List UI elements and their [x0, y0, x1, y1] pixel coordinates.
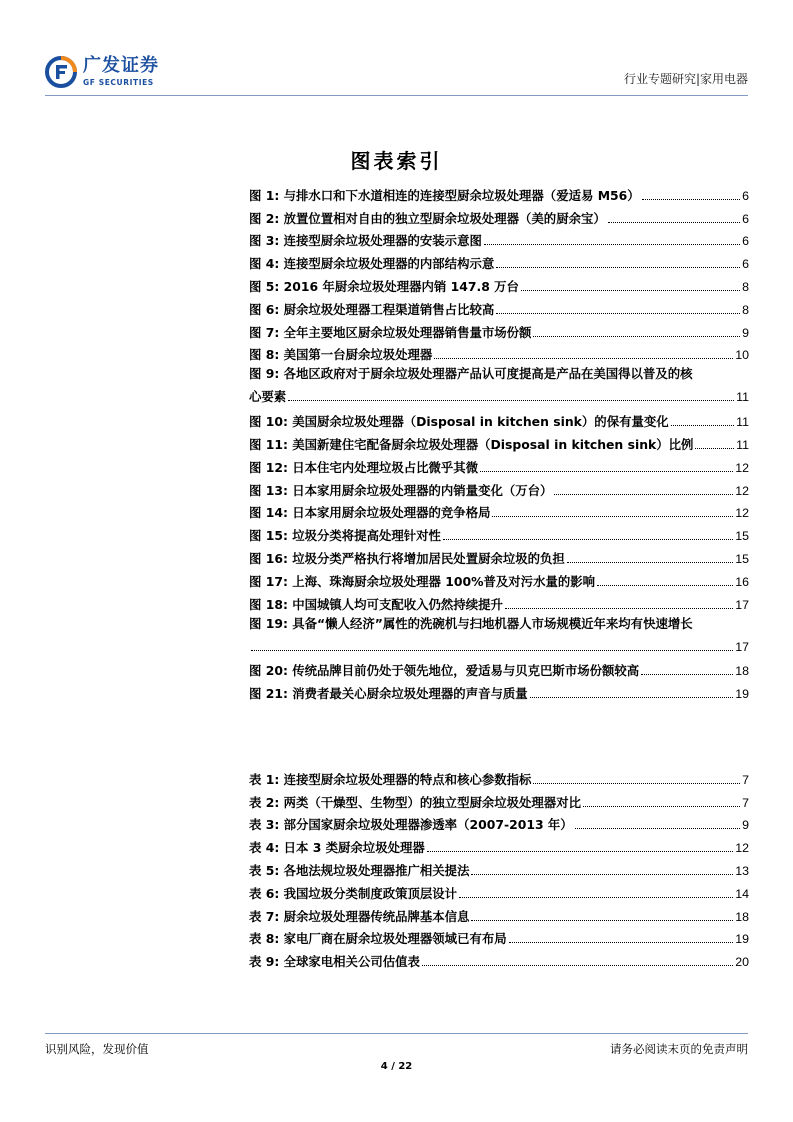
figure-index-entry[interactable] — [249, 249, 749, 272]
entry-line-2 — [249, 385, 749, 405]
entry-title: 2016 年厨余垃圾处理器内销 147.8 万台 — [283, 278, 519, 294]
entry-page-number: 16 — [735, 574, 749, 589]
figure-index-entry[interactable] — [249, 567, 749, 590]
entry-text — [249, 302, 494, 318]
entry-title: 上海、珠海厨余垃圾处理器 100%普及对污水量的影响 — [292, 573, 596, 589]
entry-line-1 — [249, 613, 749, 635]
figure-index-entry[interactable] — [249, 590, 749, 613]
table-index-entry[interactable] — [249, 925, 749, 948]
entry-label: 图 14: — [249, 505, 288, 521]
entry-label: 表 8: — [249, 931, 280, 947]
entry-label: 表 5: — [249, 862, 280, 878]
leader-dots — [496, 267, 740, 268]
table-index-entry[interactable] — [249, 811, 749, 834]
entry-page-number: 12 — [735, 460, 749, 475]
leader-dots — [533, 783, 740, 784]
figure-index-entry[interactable] — [249, 341, 749, 364]
entry-label: 表 4: — [249, 840, 280, 856]
entry-page-number: 6 — [742, 188, 749, 203]
entry-text — [249, 505, 490, 521]
entry-page-number: 10 — [735, 348, 749, 363]
entry-title: 连接型厨余垃圾处理器的内部结构示意 — [283, 256, 495, 272]
leader-dots — [427, 851, 733, 852]
entry-page-number: 14 — [735, 886, 749, 901]
table-index-entry[interactable] — [249, 833, 749, 856]
entry-label: 图 11: — [249, 436, 288, 452]
entry-text — [249, 795, 581, 811]
entry-title: 日本 3 类厨余垃圾处理器 — [283, 840, 425, 856]
entry-page-number: 8 — [742, 302, 749, 317]
entry-text — [249, 909, 469, 925]
figure-index-entry[interactable] — [249, 181, 749, 204]
footer-slogan: 识别风险，发现价值 — [45, 1042, 149, 1056]
entry-text — [249, 772, 531, 788]
table-index-entry[interactable] — [249, 947, 749, 970]
leader-dots — [509, 942, 734, 943]
table-index-entry[interactable] — [249, 788, 749, 811]
entry-title: 家电厂商在厨余垃圾处理器领域已有布局 — [283, 931, 507, 947]
leader-dots — [471, 874, 733, 875]
entry-label: 图 1: — [249, 187, 280, 203]
entry-page-number: 11 — [736, 415, 749, 430]
figure-index-entry[interactable] — [249, 499, 749, 522]
entry-text — [249, 686, 528, 702]
table-index-entry[interactable] — [249, 879, 749, 902]
entry-page-number: 9 — [742, 818, 749, 833]
table-index-entry[interactable] — [249, 765, 749, 788]
table-index-entry[interactable] — [249, 902, 749, 925]
figure-index-entry[interactable] — [249, 204, 749, 227]
footer-divider — [45, 1033, 748, 1034]
leader-dots — [608, 222, 740, 223]
page-number: 4 / 22 — [380, 1061, 413, 1072]
page-title: 图表索引 — [350, 149, 443, 173]
leader-dots — [434, 358, 733, 359]
brand-name-en: GF SECURITIES — [83, 78, 154, 87]
entry-title: 各地法规垃圾处理器推广相关提法 — [283, 862, 470, 878]
entry-page-number: 18 — [735, 909, 749, 924]
report-section-label: 行业专题研究|家用电器 — [623, 72, 748, 86]
entry-title: 连接型厨余垃圾处理器的安装示意图 — [283, 233, 482, 249]
figure-index-entry[interactable] — [249, 613, 749, 657]
leader-dots — [533, 336, 740, 337]
page-header — [45, 50, 748, 95]
figure-index-entry[interactable] — [249, 363, 749, 407]
entry-label: 表 1: — [249, 771, 280, 787]
leader-dots — [459, 897, 733, 898]
brand-logo-text — [83, 56, 159, 88]
entry-label: 图 16: — [249, 550, 288, 566]
gf-securities-logo-icon — [45, 56, 77, 88]
entry-label: 图 6: — [249, 301, 280, 317]
leader-dots — [471, 920, 733, 921]
entry-label: 图 4: — [249, 256, 280, 272]
entry-label: 表 7: — [249, 908, 280, 924]
entry-page-number: 20 — [735, 955, 749, 970]
entry-page-number: 12 — [735, 841, 749, 856]
leader-dots — [288, 400, 734, 401]
entry-label: 表 3: — [249, 817, 280, 833]
leader-dots — [521, 290, 740, 291]
entry-line-2 — [249, 635, 749, 655]
entry-title: 具备“懒人经济”属性的洗碗机与扫地机器人市场规模近年来均有快速增长 — [292, 615, 693, 631]
entry-text — [249, 233, 482, 249]
entry-label: 图 12: — [249, 459, 288, 475]
entry-text — [249, 414, 669, 430]
entry-page-number: 15 — [735, 529, 749, 544]
figure-index-entry[interactable] — [249, 318, 749, 341]
entry-text — [249, 817, 573, 833]
entry-label: 图 3: — [249, 233, 280, 249]
entry-label: 图 8: — [249, 347, 280, 363]
leader-dots — [567, 562, 733, 563]
leader-dots — [484, 244, 740, 245]
entry-title: 美国新建住宅配备厨余垃圾处理器（Disposal in kitchen sink）比例 — [292, 436, 694, 452]
entry-label: 图 20: — [249, 663, 288, 679]
leader-dots — [492, 516, 733, 517]
entry-title: 放置位置相对自由的独立型厨余垃圾处理器（美的厨余宝） — [283, 210, 606, 226]
entry-title: 与排水口和下水道相连的连接型厨余垃圾处理器（爱适易 M56） — [283, 187, 640, 203]
entry-text — [249, 597, 503, 613]
entry-label: 图 18: — [249, 596, 288, 612]
entry-page-number: 15 — [735, 551, 749, 566]
entry-title: 厨余垃圾处理器传统品牌基本信息 — [283, 908, 470, 924]
entry-page-number: 6 — [742, 257, 749, 272]
entry-page-number: 8 — [742, 279, 749, 294]
leader-dots — [695, 448, 734, 449]
figure-index-entry[interactable] — [249, 430, 749, 453]
header-divider — [45, 95, 748, 96]
entry-page-number: 12 — [735, 506, 749, 521]
entry-title: 连接型厨余垃圾处理器的特点和核心参数指标 — [283, 771, 532, 787]
entry-label: 图 10: — [249, 414, 288, 430]
entry-title: 厨余垃圾处理器工程渠道销售占比较高 — [283, 301, 495, 317]
entry-page-number: 6 — [742, 211, 749, 226]
entry-page-number: 12 — [735, 483, 749, 498]
entry-text — [249, 188, 640, 204]
entry-text — [249, 663, 639, 679]
leader-dots — [597, 585, 733, 586]
figure-index-entry[interactable] — [249, 453, 749, 476]
entry-text — [249, 574, 595, 590]
entry-text — [249, 528, 441, 544]
leader-dots — [422, 965, 733, 966]
figure-index-entry[interactable] — [249, 227, 749, 250]
leader-dots — [642, 199, 740, 200]
entry-label: 表 2: — [249, 794, 280, 810]
entry-label: 图 13: — [249, 482, 288, 498]
entry-text — [249, 325, 531, 341]
entry-page-number: 11 — [736, 437, 749, 452]
entry-page-number: 17 — [735, 639, 749, 654]
entry-title: 日本家用厨余垃圾处理器的内销量变化（万台） — [292, 482, 553, 498]
entry-title: 消费者最关心厨余垃圾处理器的声音与质量 — [292, 686, 528, 702]
figure-index-entry[interactable] — [249, 679, 749, 702]
leader-dots — [251, 650, 733, 651]
tables-index — [249, 765, 749, 970]
entry-text — [249, 483, 552, 499]
entry-text — [249, 863, 469, 879]
entry-text — [249, 211, 606, 227]
entry-title: 各地区政府对于厨余垃圾处理器产品认可度提高是产品在美国得以普及的核 — [283, 366, 693, 382]
figure-index-entry[interactable] — [249, 544, 749, 567]
leader-dots — [496, 313, 740, 314]
entry-label: 表 9: — [249, 954, 280, 970]
entry-title: 日本家用厨余垃圾处理器的竞争格局 — [292, 505, 491, 521]
entry-page-number: 6 — [742, 234, 749, 249]
figure-index-entry[interactable] — [249, 295, 749, 318]
leader-dots — [554, 494, 733, 495]
entry-text — [249, 886, 457, 902]
entry-label: 图 2: — [249, 210, 280, 226]
entry-label: 图 9: — [249, 366, 280, 382]
leader-dots — [443, 539, 733, 540]
entry-title: 中国城镇人均可支配收入仍然持续提升 — [292, 596, 503, 612]
entry-text — [249, 460, 478, 476]
leader-dots — [671, 425, 734, 426]
entry-title: 美国厨余垃圾处理器（Disposal in kitchen sink）的保有量变化 — [292, 414, 669, 430]
leader-dots — [505, 608, 733, 609]
table-index-entry[interactable] — [249, 856, 749, 879]
entry-label: 表 6: — [249, 885, 280, 901]
entry-page-number: 7 — [742, 795, 749, 810]
entry-text — [249, 279, 519, 295]
entry-title: 垃圾分类将提高处理针对性 — [292, 528, 441, 544]
entry-text — [249, 256, 494, 272]
entry-title: 我国垃圾分类制度政策顶层设计 — [283, 885, 458, 901]
leader-dots — [641, 674, 733, 675]
entry-title: 部分国家厨余垃圾处理器渗透率（2007-2013 年） — [283, 817, 573, 833]
leader-dots — [575, 828, 740, 829]
figure-index-entry[interactable] — [249, 272, 749, 295]
entry-label: 图 5: — [249, 278, 280, 294]
entry-text — [249, 954, 420, 970]
entry-title: 两类（干燥型、生物型）的独立型厨余垃圾处理器对比 — [283, 794, 581, 810]
entry-label: 图 7: — [249, 324, 280, 340]
brand-name-cn: 广发证券 — [83, 55, 159, 76]
entry-text — [249, 437, 693, 453]
entry-label: 图 17: — [249, 573, 288, 589]
leader-dots — [530, 697, 734, 698]
entry-page-number: 9 — [742, 325, 749, 340]
entry-title: 美国第一台厨余垃圾处理器 — [283, 347, 433, 363]
entry-title: 全年主要地区厨余垃圾处理器销售量市场份额 — [283, 324, 532, 340]
figure-index-entry[interactable] — [249, 476, 749, 499]
entry-label: 图 19: — [249, 615, 288, 631]
entry-title-continued: 心要素 — [249, 389, 287, 405]
entry-label: 图 21: — [249, 686, 288, 702]
entry-page-number: 11 — [736, 390, 749, 405]
entry-page-number: 17 — [735, 597, 749, 612]
entry-text — [249, 347, 432, 363]
footer-disclaimer-note: 请务必阅读末页的免责声明 — [610, 1042, 748, 1056]
entry-label: 图 15: — [249, 528, 288, 544]
figures-index — [249, 181, 749, 702]
entry-text — [249, 840, 425, 856]
entry-page-number: 19 — [735, 687, 749, 702]
entry-title: 日本住宅内处理垃圾占比微乎其微 — [292, 459, 479, 475]
entry-page-number: 18 — [735, 664, 749, 679]
entry-title: 全球家电相关公司估值表 — [283, 954, 420, 970]
entry-page-number: 13 — [735, 863, 749, 878]
figure-index-entry[interactable] — [249, 521, 749, 544]
figure-index-entry[interactable] — [249, 657, 749, 680]
entry-page-number: 7 — [742, 772, 749, 787]
entry-title: 垃圾分类严格执行将增加居民处置厨余垃圾的负担 — [292, 550, 565, 566]
leader-dots — [583, 806, 740, 807]
entry-title: 传统品牌目前仍处于领先地位，爱适易与贝克巴斯市场份额较高 — [292, 663, 640, 679]
entry-line-1 — [249, 363, 749, 385]
figure-index-entry[interactable] — [249, 407, 749, 430]
leader-dots — [480, 471, 733, 472]
entry-text — [249, 931, 507, 947]
entry-page-number: 19 — [735, 932, 749, 947]
entry-text — [249, 551, 565, 567]
